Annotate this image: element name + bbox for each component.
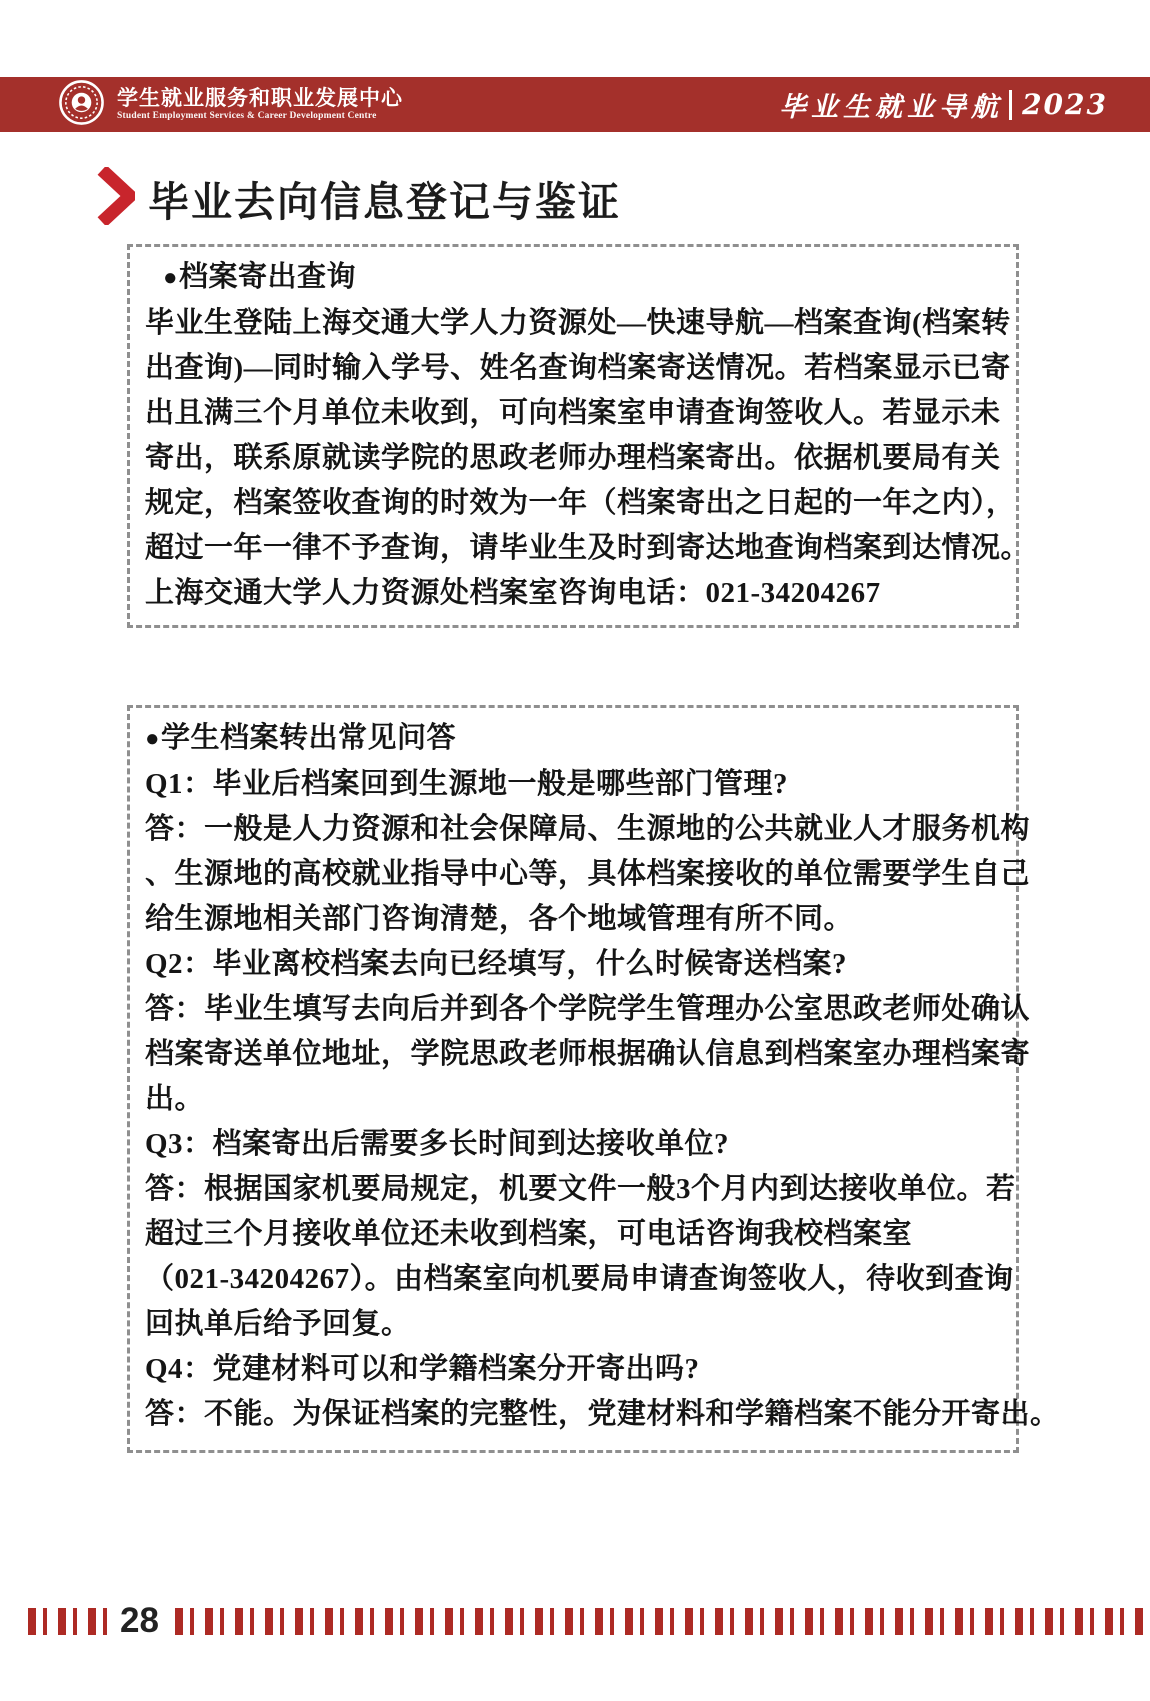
chevron-right-icon — [97, 167, 135, 230]
divider-bar — [1009, 90, 1012, 120]
text-line: 出且满三个月单位未收到，可向档案室申请查询签收人。若显示未 — [145, 397, 1001, 429]
text-line: 回执单后给予回复。 — [145, 1308, 411, 1340]
text-line: 规定，档案签收查询的时效为一年（档案寄出之日起的一年之内）， — [145, 487, 1016, 519]
booklet-year: 2023 — [1022, 88, 1108, 121]
text-line: 答：一般是人力资源和社会保障局、生源地的公共就业人才服务机构 — [145, 813, 1031, 845]
page-title: 毕业去向信息登记与鉴证 — [148, 178, 621, 225]
box-body-text — [145, 301, 1031, 616]
text-line: Q1：毕业后档案回到生源地一般是哪些部门管理? — [145, 768, 789, 800]
box-heading-label: 档案寄出查询 — [179, 261, 357, 293]
tick-marks-left — [28, 1608, 108, 1635]
text-line: 上海交通大学人力资源处档案室咨询电话：021-34204267 — [145, 577, 881, 609]
page-number: 28 — [120, 1601, 159, 1640]
page-footer — [28, 1603, 1150, 1639]
bullet-icon: ● — [163, 265, 178, 291]
text-line: 给生源地相关部门咨询清楚，各个地域管理有所不同。 — [145, 903, 854, 935]
text-line: 档案寄送单位地址，学院思政老师根据确认信息到档案室办理档案寄 — [145, 1038, 1031, 1070]
section-title-row — [97, 167, 621, 229]
text-line: 、生源地的高校就业指导中心等，具体档案接收的单位需要学生自己 — [145, 858, 1031, 890]
text-line: 答：不能。为保证档案的完整性，党建材料和学籍档案不能分开寄出。 — [145, 1398, 1060, 1430]
brand-block — [58, 79, 403, 131]
text-line: Q3：档案寄出后需要多长时间到达接收单位? — [145, 1128, 730, 1160]
header-band — [0, 77, 1150, 132]
text-line: 超过三个月接收单位还未收到档案，可电话咨询我校档案室 — [145, 1218, 913, 1250]
text-line: 超过一年一律不予查询，请毕业生及时到寄达地查询档案到达情况。 — [145, 532, 1031, 564]
box-body-text — [145, 762, 1060, 1437]
text-line: Q2：毕业离校档案去向已经填写，什么时候寄送档案? — [145, 948, 848, 980]
tick-marks-right — [175, 1608, 1150, 1635]
center-name-cn: 学生就业服务和职业发展中心 — [117, 87, 403, 110]
text-line: （021-34204267）。由档案室向机要局申请查询签收人，待收到查询 — [145, 1263, 1014, 1295]
text-line: 寄出，联系原就读学院的思政老师办理档案寄出。依据机要局有关 — [145, 442, 1001, 474]
text-line: 毕业生登陆上海交通大学人力资源处—快速导航—档案查询(档案转 — [145, 307, 1011, 339]
booklet-title-block — [779, 85, 1108, 124]
booklet-title: 毕业生就业导航 — [779, 92, 1004, 123]
university-seal-icon — [58, 79, 105, 131]
box-heading — [145, 255, 1001, 301]
bullet-icon: ● — [145, 726, 160, 752]
text-line: 答：根据国家机要局规定，机要文件一般3个月内到达接收单位。若 — [145, 1173, 1016, 1205]
text-line: 答：毕业生填写去向后并到各个学院学生管理办公室思政老师处确认 — [145, 993, 1031, 1025]
brand-text — [117, 87, 403, 122]
center-name-en: Student Employment Services & Career Development Centre — [117, 111, 377, 121]
text-line: 出查询)—同时输入学号、姓名查询档案寄送情况。若档案显示已寄 — [145, 352, 1011, 384]
text-line: Q4：党建材料可以和学籍档案分开寄出吗? — [145, 1353, 700, 1385]
box-heading-label: 学生档案转出常见问答 — [161, 722, 457, 754]
archive-query-box — [127, 244, 1031, 628]
text-line: 出。 — [145, 1083, 205, 1115]
archive-faq-box — [127, 705, 1060, 1453]
box-heading — [145, 716, 1001, 762]
